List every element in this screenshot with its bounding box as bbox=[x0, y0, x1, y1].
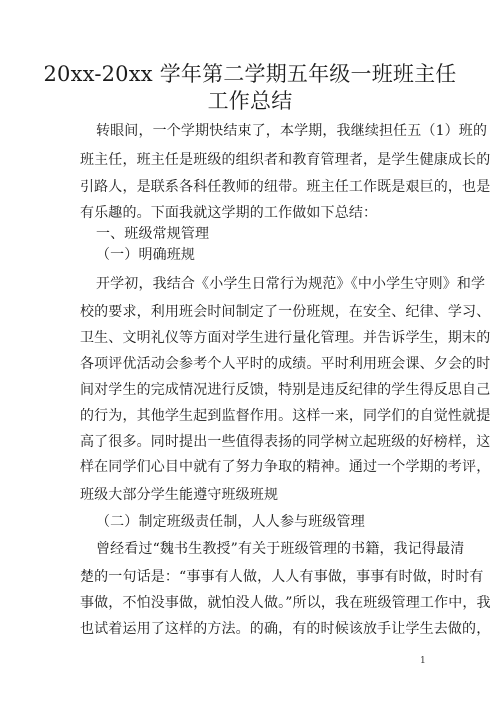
paragraph-line: 各项评优活动会参考个人平时的成绩。平时利用班会课、夕会的时 bbox=[80, 356, 491, 372]
paragraph-line: 卫生、文明礼仪等方面对学生进行量化管理。并告诉学生，期末的 bbox=[80, 330, 491, 346]
paragraph-line: 引路人，是联系各科任教师的纽带。班主任工作既是艰巨的，也是 bbox=[80, 179, 491, 195]
section-heading: 一、班级常规管理 bbox=[96, 226, 210, 242]
paragraph-line: 班主任，班主任是班级的组织者和教育管理者，是学生健康成长的 bbox=[80, 152, 491, 168]
paragraph-line: 事做，不怕没事做，就怕没人做。”所以，我在班级管理工作中，我 bbox=[80, 595, 491, 611]
paragraph-line: 样在同学们心目中就有了努力争取的精神。通过一个学期的考评， bbox=[80, 459, 491, 475]
paragraph-line: 校的要求，利用班会时间制定了一份班规，在安全、纪律、学习、 bbox=[80, 304, 491, 320]
paragraph-line: 班级大部分学生能遵守班级班规 bbox=[80, 487, 279, 503]
paragraph-line: 的行为，其他学生起到监督作用。这样一来，同学们的自觉性就提 bbox=[80, 408, 491, 424]
subsection-heading: （二）制定班级责任制，人人参与班级管理 bbox=[96, 514, 365, 530]
paragraph-line: 间对学生的完成情况进行反馈，特别是违反纪律的学生得反思自己 bbox=[80, 382, 491, 398]
paragraph-line: 高了很多。同时提出一些值得表扬的同学树立起班级的好榜样，这 bbox=[80, 434, 491, 450]
subsection-heading: （一）明确班规 bbox=[96, 247, 196, 263]
paragraph-line: 有乐趣的。下面我就这学期的工作做如下总结： bbox=[80, 205, 378, 221]
page-number: 1 bbox=[420, 656, 426, 666]
document-title-line-1: 20xx-20xx 学年第二学期五年级一班班主任 bbox=[43, 62, 457, 86]
paragraph-line: 开学初，我结合《小学生日常行为规范》《中小学生守则》和学 bbox=[96, 276, 486, 292]
paragraph-line: 曾经看过“魏书生教授”有关于班级管理的书籍，我记得最清 bbox=[96, 541, 465, 557]
paragraph-line: 转眼间，一个学期快结束了，本学期，我继续担任五（1）班的 bbox=[96, 123, 488, 139]
paragraph-line: 也试着运用了这样的方法。的确，有的时候该放手让学生去做的， bbox=[80, 621, 491, 637]
document-title-line-2: 工作总结 bbox=[207, 89, 293, 113]
paragraph-line: 楚的一句话是：“事事有人做，人人有事做，事事有时做，时时有 bbox=[80, 569, 484, 585]
